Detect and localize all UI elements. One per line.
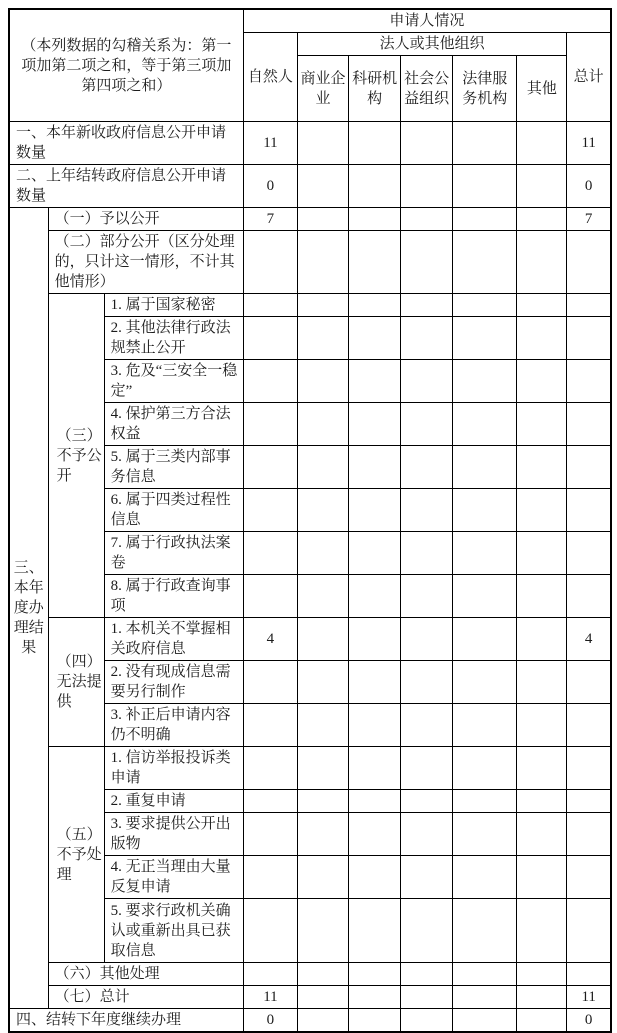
row-subtotal: [9, 986, 611, 1009]
item-label: 2. 重复申请: [104, 790, 243, 813]
empty-cell: [349, 856, 401, 899]
empty-cell: [517, 165, 567, 208]
empty-cell: [453, 1009, 517, 1033]
empty-cell: [401, 317, 453, 360]
row-notprocessed-1: [9, 747, 611, 790]
empty-cell: [567, 446, 611, 489]
empty-cell: [349, 813, 401, 856]
empty-cell: [349, 618, 401, 661]
value-total: 4: [567, 618, 611, 661]
row-partial: [9, 231, 611, 294]
item-label: 2. 没有现成信息需要另行制作: [104, 661, 243, 704]
empty-cell: [349, 704, 401, 747]
header-row-1: [9, 9, 611, 33]
row-label: 二、上年结转政府信息公开申请数量: [9, 165, 243, 208]
empty-cell: [349, 294, 401, 317]
empty-cell: [567, 963, 611, 986]
empty-cell: [517, 317, 567, 360]
item-label: 8. 属于行政查询事项: [104, 575, 243, 618]
empty-cell: [453, 489, 517, 532]
row-label: （六）其他处理: [48, 963, 243, 986]
value-total: 7: [567, 208, 611, 231]
item-label: 7. 属于行政执法案卷: [104, 532, 243, 575]
empty-cell: [401, 165, 453, 208]
empty-cell: [453, 986, 517, 1009]
empty-cell: [517, 403, 567, 446]
value-total: 11: [567, 122, 611, 165]
empty-cell: [401, 704, 453, 747]
empty-cell: [243, 403, 297, 446]
empty-cell: [349, 360, 401, 403]
empty-cell: [349, 790, 401, 813]
empty-cell: [517, 575, 567, 618]
empty-cell: [243, 294, 297, 317]
header-legal-org: 法人或其他组织: [297, 33, 566, 56]
empty-cell: [453, 813, 517, 856]
empty-cell: [297, 704, 348, 747]
empty-cell: [243, 899, 297, 963]
empty-cell: [567, 790, 611, 813]
empty-cell: [297, 661, 348, 704]
group-label-refused: （三）不予公开: [48, 294, 104, 618]
empty-cell: [453, 618, 517, 661]
empty-cell: [517, 122, 567, 165]
row-new-received: [9, 122, 611, 165]
empty-cell: [401, 294, 453, 317]
row-label: （二）部分公开（区分处理的，只计这一情形，不计其他情形）: [48, 231, 243, 294]
empty-cell: [567, 661, 611, 704]
value-total: 0: [567, 165, 611, 208]
empty-cell: [243, 790, 297, 813]
empty-cell: [401, 231, 453, 294]
row-label: 四、结转下年度继续办理: [9, 1009, 243, 1033]
empty-cell: [297, 532, 348, 575]
empty-cell: [517, 747, 567, 790]
empty-cell: [297, 165, 348, 208]
empty-cell: [567, 899, 611, 963]
empty-cell: [517, 661, 567, 704]
empty-cell: [401, 208, 453, 231]
empty-cell: [297, 813, 348, 856]
empty-cell: [517, 790, 567, 813]
empty-cell: [453, 856, 517, 899]
empty-cell: [453, 790, 517, 813]
empty-cell: [349, 208, 401, 231]
empty-cell: [401, 489, 453, 532]
empty-cell: [349, 489, 401, 532]
header-research-institution: 科研机构: [349, 56, 401, 122]
empty-cell: [517, 231, 567, 294]
empty-cell: [349, 986, 401, 1009]
empty-cell: [243, 231, 297, 294]
empty-cell: [297, 856, 348, 899]
group-label-not-processed: （五）不予处理: [48, 747, 104, 963]
empty-cell: [297, 403, 348, 446]
empty-cell: [297, 446, 348, 489]
value-natural-person: 11: [243, 986, 297, 1009]
group-label-annual-results: 三、本年度办理结果: [9, 208, 48, 1009]
row-unable-1: [9, 618, 611, 661]
empty-cell: [349, 899, 401, 963]
row-refused-1: [9, 294, 611, 317]
empty-cell: [243, 446, 297, 489]
row-label: 一、本年新收政府信息公开申请数量: [9, 122, 243, 165]
empty-cell: [517, 986, 567, 1009]
item-label: 5. 属于三类内部事务信息: [104, 446, 243, 489]
empty-cell: [453, 208, 517, 231]
empty-cell: [401, 446, 453, 489]
row-label: （七）总计: [48, 986, 243, 1009]
empty-cell: [349, 165, 401, 208]
empty-cell: [453, 122, 517, 165]
empty-cell: [243, 704, 297, 747]
empty-cell: [401, 963, 453, 986]
item-label: 1. 属于国家秘密: [104, 294, 243, 317]
row-carried-over: [9, 165, 611, 208]
empty-cell: [567, 317, 611, 360]
empty-cell: [517, 360, 567, 403]
value-total: 11: [567, 986, 611, 1009]
item-label: 4. 无正当理由大量反复申请: [104, 856, 243, 899]
empty-cell: [517, 489, 567, 532]
empty-cell: [567, 856, 611, 899]
empty-cell: [243, 963, 297, 986]
empty-cell: [297, 1009, 348, 1033]
value-total: 0: [567, 1009, 611, 1033]
item-label: 6. 属于四类过程性信息: [104, 489, 243, 532]
empty-cell: [517, 618, 567, 661]
empty-cell: [567, 403, 611, 446]
empty-cell: [453, 165, 517, 208]
empty-cell: [453, 532, 517, 575]
empty-cell: [517, 704, 567, 747]
empty-cell: [517, 446, 567, 489]
empty-cell: [401, 532, 453, 575]
item-label: 1. 本机关不掌握相关政府信息: [104, 618, 243, 661]
empty-cell: [297, 747, 348, 790]
empty-cell: [349, 747, 401, 790]
empty-cell: [243, 532, 297, 575]
empty-cell: [453, 747, 517, 790]
empty-cell: [453, 899, 517, 963]
empty-cell: [349, 661, 401, 704]
empty-cell: [297, 294, 348, 317]
empty-cell: [297, 317, 348, 360]
empty-cell: [401, 856, 453, 899]
empty-cell: [243, 747, 297, 790]
header-total: 总计: [567, 33, 611, 122]
row-other-handling: [9, 963, 611, 986]
empty-cell: [349, 575, 401, 618]
empty-cell: [349, 231, 401, 294]
item-label: 4. 保护第三方合法权益: [104, 403, 243, 446]
item-label: 2. 其他法律行政法规禁止公开: [104, 317, 243, 360]
empty-cell: [517, 294, 567, 317]
empty-cell: [453, 360, 517, 403]
value-natural-person: 0: [243, 1009, 297, 1033]
empty-cell: [243, 661, 297, 704]
empty-cell: [517, 813, 567, 856]
empty-cell: [567, 532, 611, 575]
item-label: 3. 补正后申请内容仍不明确: [104, 704, 243, 747]
empty-cell: [401, 122, 453, 165]
empty-cell: [401, 661, 453, 704]
empty-cell: [349, 963, 401, 986]
empty-cell: [349, 317, 401, 360]
empty-cell: [401, 575, 453, 618]
header-other-org: 其他: [517, 56, 567, 122]
empty-cell: [567, 231, 611, 294]
empty-cell: [567, 813, 611, 856]
empty-cell: [401, 813, 453, 856]
empty-cell: [243, 489, 297, 532]
empty-cell: [243, 813, 297, 856]
empty-cell: [567, 575, 611, 618]
empty-cell: [517, 856, 567, 899]
empty-cell: [297, 575, 348, 618]
empty-cell: [297, 208, 348, 231]
empty-cell: [453, 317, 517, 360]
empty-cell: [517, 899, 567, 963]
empty-cell: [453, 704, 517, 747]
empty-cell: [567, 360, 611, 403]
empty-cell: [349, 1009, 401, 1033]
header-commercial-enterprise: 商业企业: [297, 56, 348, 122]
row-granted: [9, 208, 611, 231]
header-legal-service-agency: 法律服务机构: [453, 56, 517, 122]
empty-cell: [453, 575, 517, 618]
note-cell: （本列数据的勾稽关系为：第一项加第二项之和，等于第三项加第四项之和）: [9, 9, 243, 122]
row-label: （一）予以公开: [48, 208, 243, 231]
empty-cell: [297, 790, 348, 813]
empty-cell: [349, 532, 401, 575]
empty-cell: [453, 294, 517, 317]
empty-cell: [349, 403, 401, 446]
empty-cell: [567, 747, 611, 790]
empty-cell: [401, 747, 453, 790]
empty-cell: [297, 360, 348, 403]
empty-cell: [243, 856, 297, 899]
empty-cell: [401, 618, 453, 661]
empty-cell: [401, 360, 453, 403]
empty-cell: [349, 122, 401, 165]
item-label: 3. 要求提供公开出版物: [104, 813, 243, 856]
empty-cell: [297, 986, 348, 1009]
empty-cell: [297, 963, 348, 986]
empty-cell: [567, 704, 611, 747]
empty-cell: [517, 532, 567, 575]
empty-cell: [243, 317, 297, 360]
empty-cell: [401, 403, 453, 446]
empty-cell: [297, 231, 348, 294]
empty-cell: [401, 986, 453, 1009]
empty-cell: [517, 208, 567, 231]
empty-cell: [453, 446, 517, 489]
value-natural-person: 4: [243, 618, 297, 661]
header-social-welfare-org: 社会公益组织: [401, 56, 453, 122]
empty-cell: [453, 403, 517, 446]
empty-cell: [401, 790, 453, 813]
value-natural-person: 0: [243, 165, 297, 208]
empty-cell: [567, 294, 611, 317]
value-natural-person: 7: [243, 208, 297, 231]
item-label: 3. 危及“三安全一稳定”: [104, 360, 243, 403]
item-label: 5. 要求行政机关确认或重新出具已获取信息: [104, 899, 243, 963]
value-natural-person: 11: [243, 122, 297, 165]
empty-cell: [567, 489, 611, 532]
empty-cell: [297, 122, 348, 165]
header-applicant: 申请人情况: [243, 9, 611, 33]
empty-cell: [453, 963, 517, 986]
empty-cell: [243, 575, 297, 618]
info-disclosure-stats-table: [8, 8, 612, 1033]
empty-cell: [297, 618, 348, 661]
empty-cell: [297, 489, 348, 532]
empty-cell: [349, 446, 401, 489]
empty-cell: [401, 1009, 453, 1033]
group-label-unable-to-provide: （四）无法提供: [48, 618, 104, 747]
empty-cell: [401, 899, 453, 963]
item-label: 1. 信访举报投诉类申请: [104, 747, 243, 790]
header-natural-person: 自然人: [243, 33, 297, 122]
empty-cell: [243, 360, 297, 403]
empty-cell: [517, 1009, 567, 1033]
row-next-year: [9, 1009, 611, 1033]
empty-cell: [453, 661, 517, 704]
empty-cell: [517, 963, 567, 986]
empty-cell: [297, 899, 348, 963]
empty-cell: [453, 231, 517, 294]
